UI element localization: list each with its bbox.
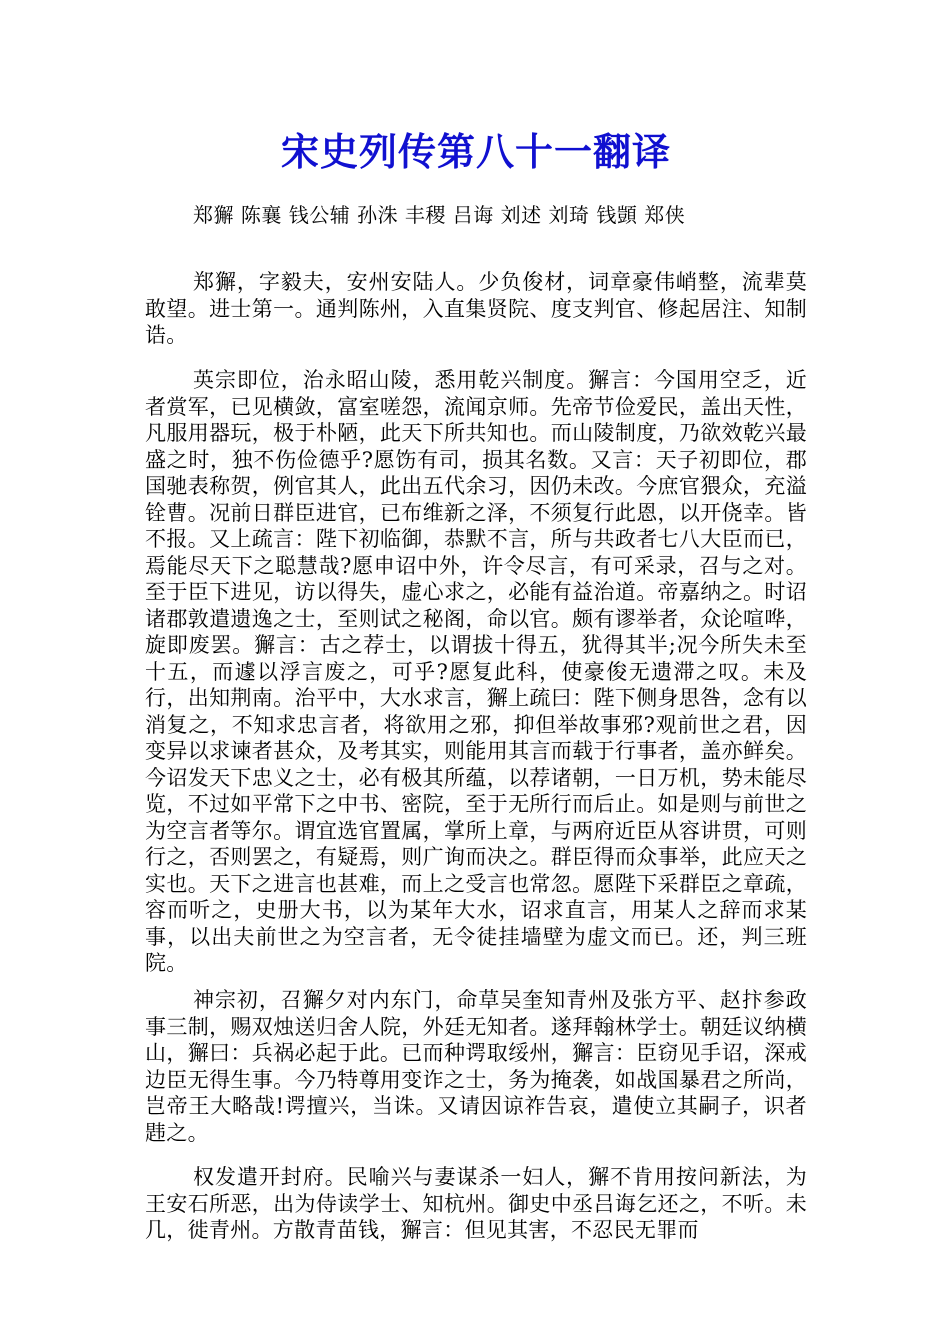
document-title: 宋史列传第八十一翻译: [280, 129, 671, 174]
paragraph-4: 权发遣开封府。民喻兴与妻谋杀一妇人，獬不肯用按问新法，为王安石所恶，出为侍读学士、知杭州。御史中丞吕诲乞还之，不听。未几，徙青州。方散青苗钱，獬言：但见其害，不忍民无罪而: [145, 1165, 807, 1242]
document-subtitle: 郑獬 陈襄 钱公辅 孙洙 丰稷 吕诲 刘述 刘琦 钱顗 郑侠: [193, 203, 686, 227]
paragraph-2: 英宗即位，治永昭山陵，悉用乾兴制度。獬言：今国用空乏，近者赏军，已见横敛，富室嗟怨，流闻京师。先帝节俭爱民，盖出天性，凡服用器玩，极于朴陋，此天下所共知也。而山陵制度，乃欲效乾兴最盛之时，独不伤俭德乎?愿饬有司，损其名数。又言：天子初即位，郡国驰表称贺，例官其人，此出五代余习，因仍未改。今庶官猥众，充溢铨曹。况前日群臣进官，已布维新之泽，不须复行此恩，以开侥幸。皆不报。又上疏言：陛下初临御，恭默不言，所与共政者七八大臣而已，焉能尽天下之聪慧哉?愿申诏中外，许令尽言，有可采录，召与之对。至于臣下进见，访以得失，虚心求之，必能有益治道。帝嘉纳之。时诏诸郡敦遣遗逸之士，至则试之秘阁，命以官。颇有谬举者，众论喧哗，旋即废罢。獬言：古之荐士，以谓拔十得五，犹得其半;况今所失未至十五，而遽以浮言废之，可乎?愿复此科，使豪俊无遗滞之叹。未及行，出知荆南。治平中，大水求言，獬上疏曰：陛下侧身思咎，念有以消复之，不知求忠言者，将欲用之邪，抑但举故事邪?观前世之君，因变异以求谏者甚众，及考其实，则能用其言而载于行事者，盖亦鲜矣。今诏发天下忠义之士，必有极其所蕴，以荐诸朝，一日万机，势未能尽览，不过如平常下之中书、密院，至于无所行而后止。如是则与前世之为空言者等尔。谓宜选官置属，掌所上章，与两府近臣从容讲贯，可则行之，否则罢之，有疑焉，则广询而决之。群臣得而众事举，此应天之实也。天下之进言也甚难，而上之受言也常忽。愿陛下采群臣之章疏，容而听之，史册大书，以为某年大水，诏求直言，用某人之辞而求某事，以出夫前世之为空言者，无令徒挂墙壁为虚文而已。还，判三班院。: [145, 368, 807, 975]
paragraph-3: 神宗初，召獬夕对内东门，命草吴奎知青州及张方平、赵抃参政事三制，赐双烛送归舍人院，外廷无知者。遂拜翰林学士。朝廷议纳横山，獬曰：兵祸必起于此。已而种谔取绥州，獬言：臣窃见手诏，深戒边臣无得生事。今乃特尊用变诈之士，务为掩袭，如战国暴君之所尚，岂帝王大略哉!谔擅兴，当诛。又请因谅祚告哀，遣使立其嗣子，识者韪之。: [145, 988, 807, 1145]
paragraph-1: 郑獬，字毅夫，安州安陆人。少负俊材，词章豪伟峭整，流辈莫敢望。进士第一。通判陈州，入直集贤院、度支判官、修起居注、知制诰。: [145, 270, 807, 347]
